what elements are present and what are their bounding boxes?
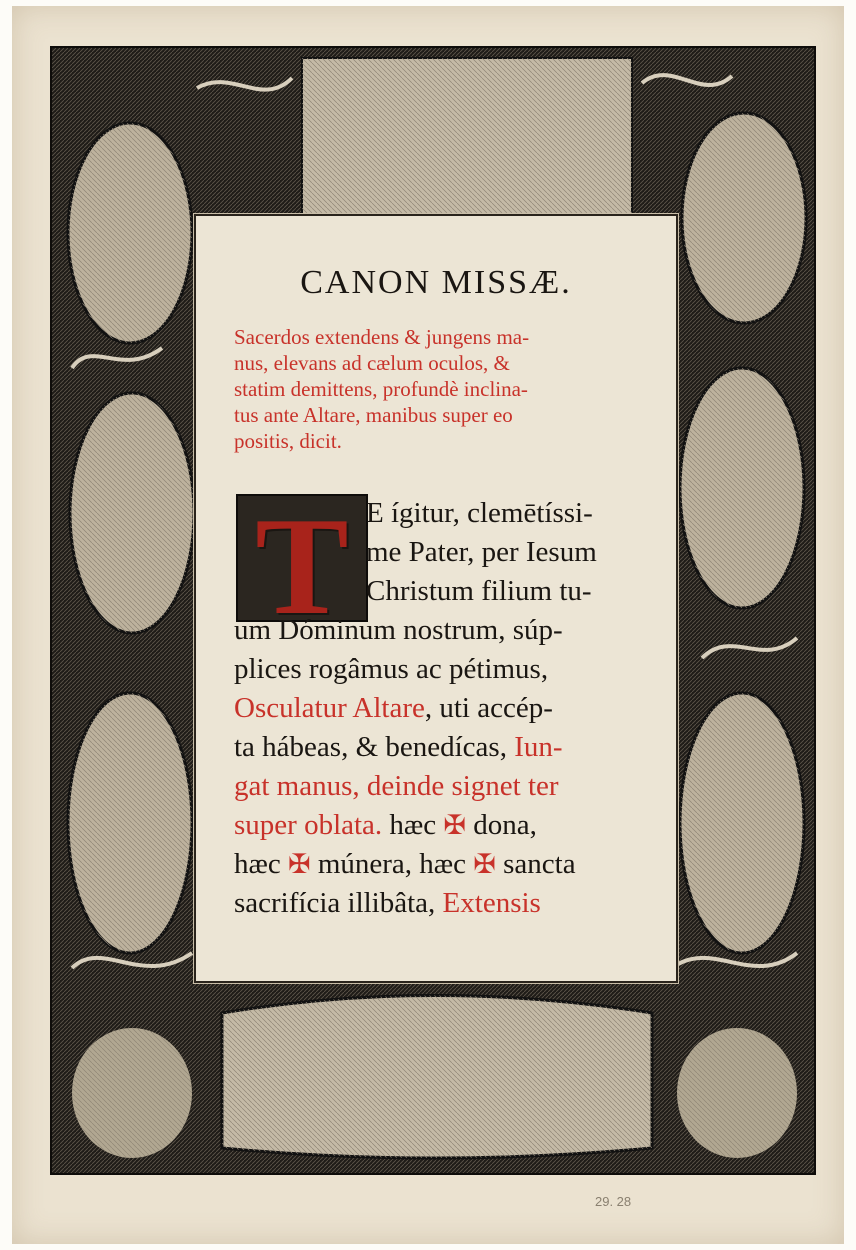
prayer-line	[234, 611, 563, 650]
text-segment: sancta	[495, 848, 576, 880]
prayer-line	[234, 806, 537, 845]
prayer-line	[234, 650, 548, 689]
text-segment: me Pater, per Iesum	[366, 536, 597, 568]
text-segment: plices rogâmus ac pétimus,	[234, 653, 549, 685]
prayer-line	[366, 572, 592, 611]
cross-icon: ✠	[287, 849, 311, 879]
initial-letter: T	[255, 494, 349, 622]
paper-sheet	[12, 6, 844, 1244]
prayer-line	[234, 728, 563, 767]
rubric-line: nus, elevans ad cælum oculos, &	[234, 351, 510, 375]
rubric-segment: Extensis	[442, 887, 541, 919]
text-segment: sacrifícia illibâta,	[234, 887, 443, 919]
rubric-segment: super oblata.	[234, 809, 383, 841]
text-segment: E ígitur, clemētíssi-	[366, 497, 593, 529]
rubric-segment: gat manus, deinde signet ter	[234, 770, 559, 802]
text-segment: um Dóminum nostrum, súp-	[234, 614, 563, 646]
rubric-line: Sacerdos extendens & jungens ma-	[234, 325, 530, 349]
prayer-line	[234, 845, 576, 884]
prayer-line	[234, 884, 541, 923]
rubric-line: tus ante Altare, manibus super eo	[234, 403, 513, 427]
cross-icon: ✠	[473, 849, 496, 879]
prayer-line	[234, 689, 553, 728]
text-segment: dona,	[466, 809, 537, 841]
rubric-line: positis, dicit.	[234, 429, 342, 453]
decorated-initial	[236, 494, 368, 622]
text-segment: ta hábeas, & benedícas,	[234, 731, 515, 763]
text-segment: Christum filium tu-	[366, 575, 592, 607]
text-segment: , uti accép-	[424, 692, 553, 724]
pencil-annotation: 29. 28	[595, 1194, 632, 1209]
text-segment: múnera, hæc	[310, 848, 474, 880]
text-segment: hæc	[234, 848, 288, 880]
text-segment: hæc	[382, 809, 444, 841]
prayer-line	[234, 767, 559, 806]
cross-icon: ✠	[443, 810, 467, 840]
prayer-line	[366, 533, 597, 572]
rubric-segment: Osculatur Altare	[234, 692, 425, 724]
rubric-line: statim demittens, profundè inclina-	[234, 377, 528, 401]
text-panel	[194, 214, 678, 983]
rubric-segment: Iun-	[514, 731, 563, 763]
prayer-line	[366, 494, 593, 533]
rubric-instruction	[234, 324, 654, 454]
page-title: CANON MISSÆ.	[300, 264, 572, 301]
